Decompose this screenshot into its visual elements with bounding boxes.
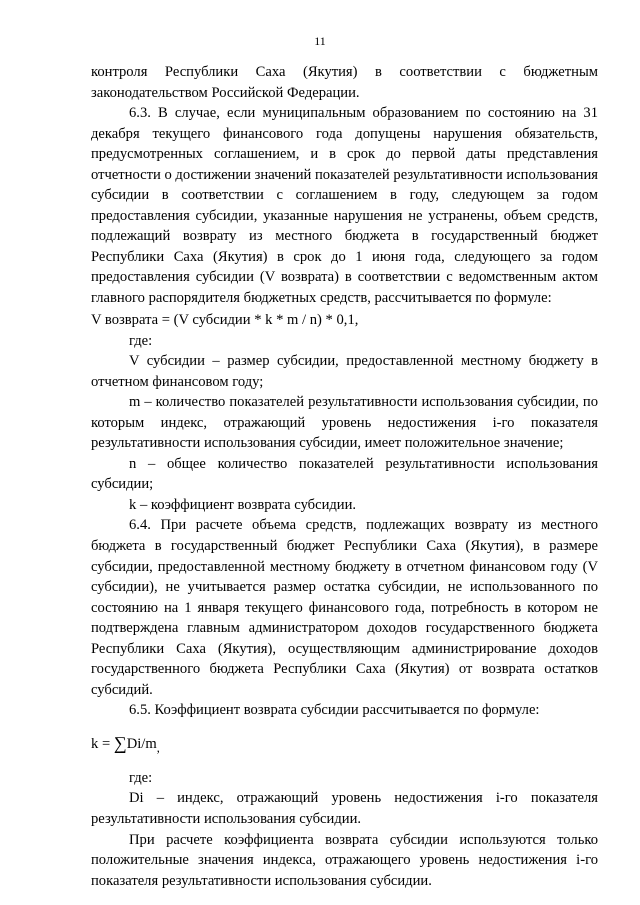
formula-k xyxy=(91,730,598,761)
document-body xyxy=(91,62,598,891)
formula-v-return: V возврата = (V субсидии * k * m / n) * 0,1, xyxy=(91,311,359,328)
where-label-2: где: xyxy=(129,769,153,786)
paragraph-6-3: 6.3. В случае, если муниципальным образованием по состоянию на 31 декабря текущего финансового года допущены нарушения обязательств, предусмотренных соглашением, и в срок до первой даты представления отчетности о достижении значений показателей результативности использования субсидии в соответствии с соглашением в году, следующем за годом предоставления субсидии, указанные нарушения не устранены, объем средств, подлежащий возврату из местного бюджета в государственный бюджет Республики Саха (Якутия) в срок до 1 июня года, следующего за годом предоставления субсидии (V возврата) в соответствии с ведомственным актом главного распорядителя бюджетных средств, рассчитывается по формуле: xyxy=(91,105,598,307)
definition-di: Di – индекс, отражающий уровень недостижения i-го показателя результативности использования субсидии. xyxy=(91,790,598,827)
formula-k-lhs: k = xyxy=(91,735,111,752)
paragraph-6-4: 6.4. При расчете объема средств, подлежащих возврату из местного бюджета в государственный бюджет Республики Саха (Якутия), в размере субсидии, предоставленной местному бюджету в отчетном финансовом году (V субсидии), не учитывается размер остатка субсидии, не использованного по состоянию на 1 января текущего финансового года, потребность в котором не подтверждена главным администратором доходов государственного бюджета Республики Саха (Якутия), осуществляющим администрирование доходов государственного бюджета Республики Саха (Якутия) от возврата остатков субсидий. xyxy=(91,517,598,698)
formula-k-rhs: Di/m xyxy=(126,735,157,752)
definition-k: k – коэффициент возврата субсидии. xyxy=(129,496,357,513)
paragraph-continuation: контроля Республики Саха (Якутия) в соответствии с бюджетным законодательством Российской Федерации. xyxy=(91,64,598,101)
paragraph-6-5: 6.5. Коэффициент возврата субсидии рассчитывается по формуле: xyxy=(129,702,540,719)
where-label: где: xyxy=(129,332,153,349)
definition-m: m – количество показателей результативности использования субсидии, по которым индекс, отражающий уровень недостижения i-го показателя результативности использования субсидии, имеет положительное значение; xyxy=(91,394,598,452)
formula-k-trail: , xyxy=(156,740,160,755)
sigma-symbol: ∑ xyxy=(113,732,127,753)
page-number: 11 xyxy=(314,34,326,48)
definition-n: n – общее количество показателей результативности использования субсидии; xyxy=(91,455,598,493)
definition-v-subsidy: V субсидии – размер субсидии, предоставленной местному бюджету в отчетном финансовом году; xyxy=(91,353,598,390)
paragraph-positive-values: При расчете коэффициента возврата субсидии используются только положительные значения индекса, отражающего уровень недостижения i-го показателя результативности использования субсидии. xyxy=(91,831,598,889)
